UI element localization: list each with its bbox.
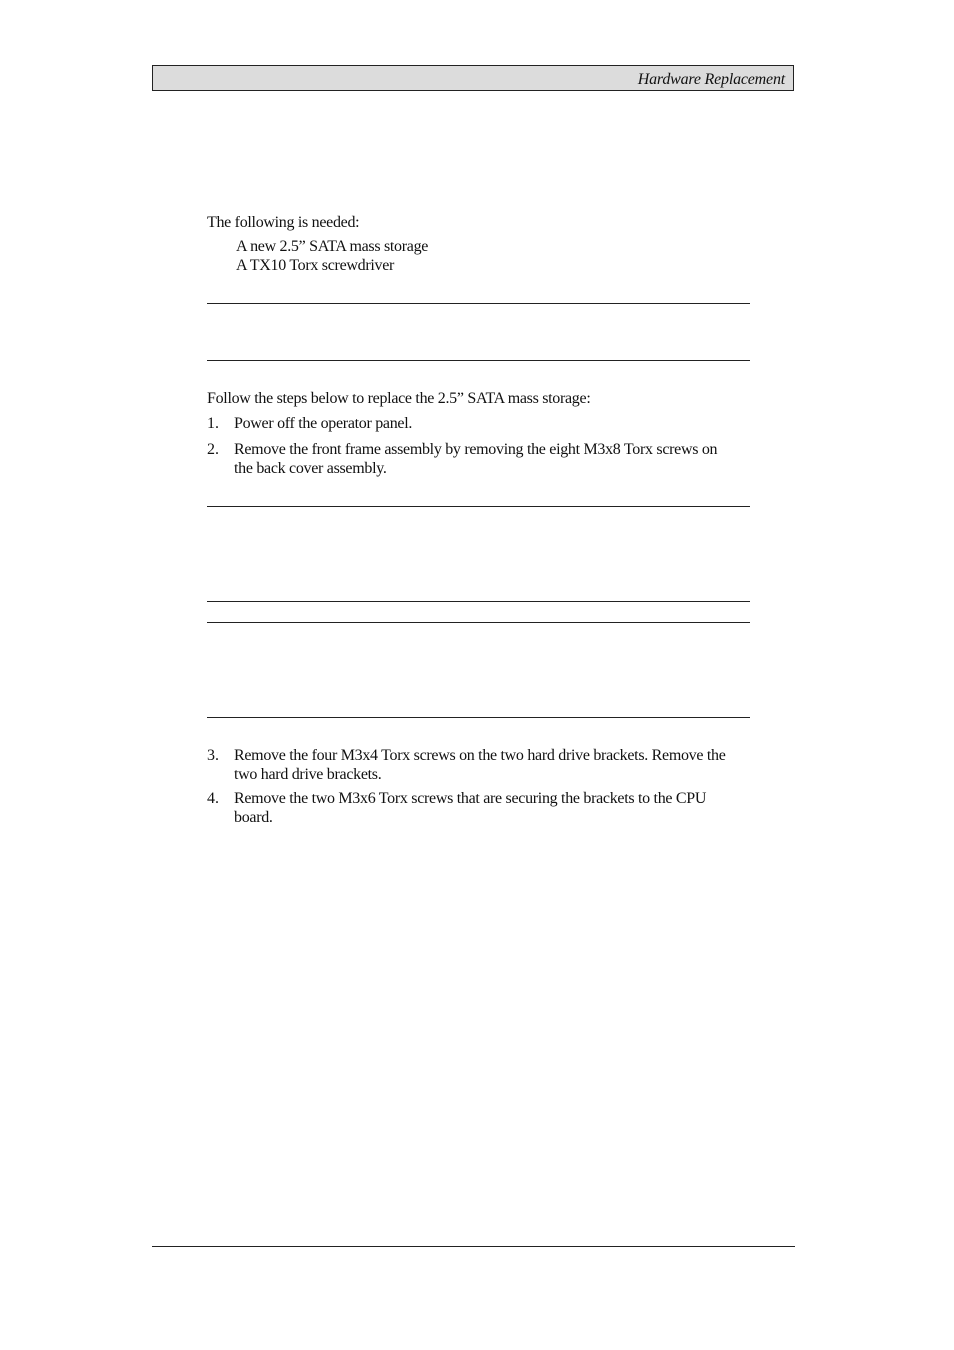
step-text: Remove the front frame assembly by removing the eight M3x8 Torx screws on the back cover assembly.	[234, 441, 718, 477]
footer-rule	[152, 1246, 795, 1247]
step-text: Remove the two M3x6 Torx screws that are securing the brackets to the CPU board.	[234, 790, 707, 826]
running-header	[152, 65, 794, 91]
requirements-intro: The following is needed:	[207, 214, 360, 231]
requirement-item: A new 2.5” SATA mass storage	[236, 238, 429, 255]
procedure-intro: Follow the steps below to replace the 2.5” SATA mass storage:	[207, 390, 591, 407]
section-title: Hardware Replacement	[637, 71, 785, 88]
step-number: 1.	[207, 415, 219, 432]
step-number: 3.	[207, 747, 219, 764]
caution-rule-top	[207, 506, 750, 507]
step-text: Power off the operator panel.	[234, 415, 413, 432]
note-rule-top	[207, 303, 750, 304]
step-number: 4.	[207, 790, 219, 807]
note2-rule-top	[207, 622, 750, 623]
note2-rule-bottom	[207, 717, 750, 718]
requirement-item: A TX10 Torx screwdriver	[236, 257, 395, 274]
note-rule-bottom	[207, 360, 750, 361]
step-number: 2.	[207, 441, 219, 458]
caution-rule-bottom	[207, 601, 750, 602]
step-text: Remove the four M3x4 Torx screws on the two hard drive brackets. Remove the two hard drive brackets.	[234, 747, 726, 783]
